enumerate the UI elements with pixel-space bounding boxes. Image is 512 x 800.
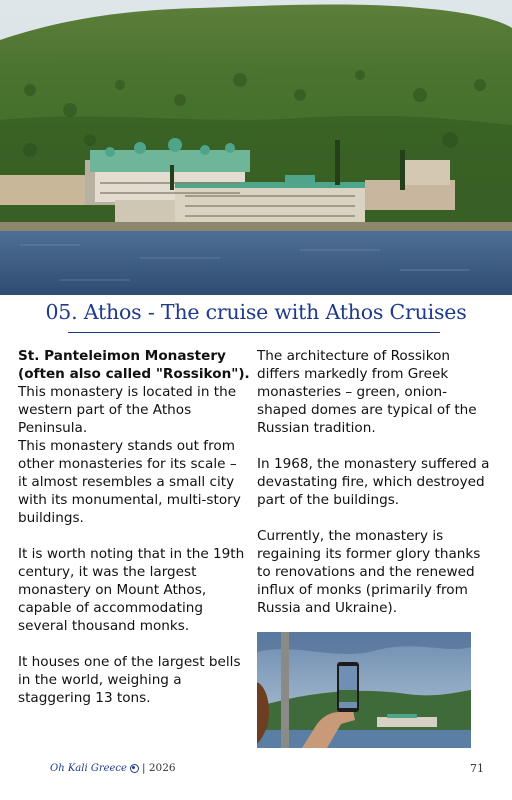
cruise-phone-photo [257,632,471,748]
paragraph-location: This monastery is located in the western part of the Athos Peninsula. [18,384,237,436]
brand-logo-text: Oh Kali Greece [50,762,127,774]
phone-photo-image [257,632,471,748]
monastery-landscape-image [0,0,512,295]
paragraph-architecture: The architecture of Rossikon differs markedly from Greek monasteries – green, onion-shaped domes are typical of the Russian tradition. [257,348,477,436]
paragraph-renovation: Currently, the monastery is regaining its former glory thanks to renovations and the renewed influx of monks (primarily from Russia and Ukraine). [257,528,481,616]
page-title: 05. Athos - The cruise with Athos Cruises [45,300,467,324]
left-column [18,347,250,707]
paragraph-fire: In 1968, the monastery suffered a devastating fire, which destroyed part of the buildings. [257,456,490,508]
footer-brand [50,762,176,774]
page-number: 71 [470,762,484,775]
footer-year: | 2026 [141,762,176,774]
paragraph-scale: This monastery stands out from other monasteries for its scale – it almost resembles a small city with its monumental, multi-story buildings. [18,438,241,526]
right-column [257,347,493,617]
monastery-heading: St. Panteleimon Monastery (often also called "Rossikon"). [18,348,250,382]
title-divider [68,332,440,333]
evil-eye-icon [130,764,139,773]
paragraph-bells: It houses one of the largest bells in the world, weighing a staggering 13 tons. [18,654,241,706]
hero-photo [0,0,512,295]
paragraph-history: It is worth noting that in the 19th century, it was the largest monastery on Mount Athos, capable of accommodating several thousand monks. [18,546,245,634]
